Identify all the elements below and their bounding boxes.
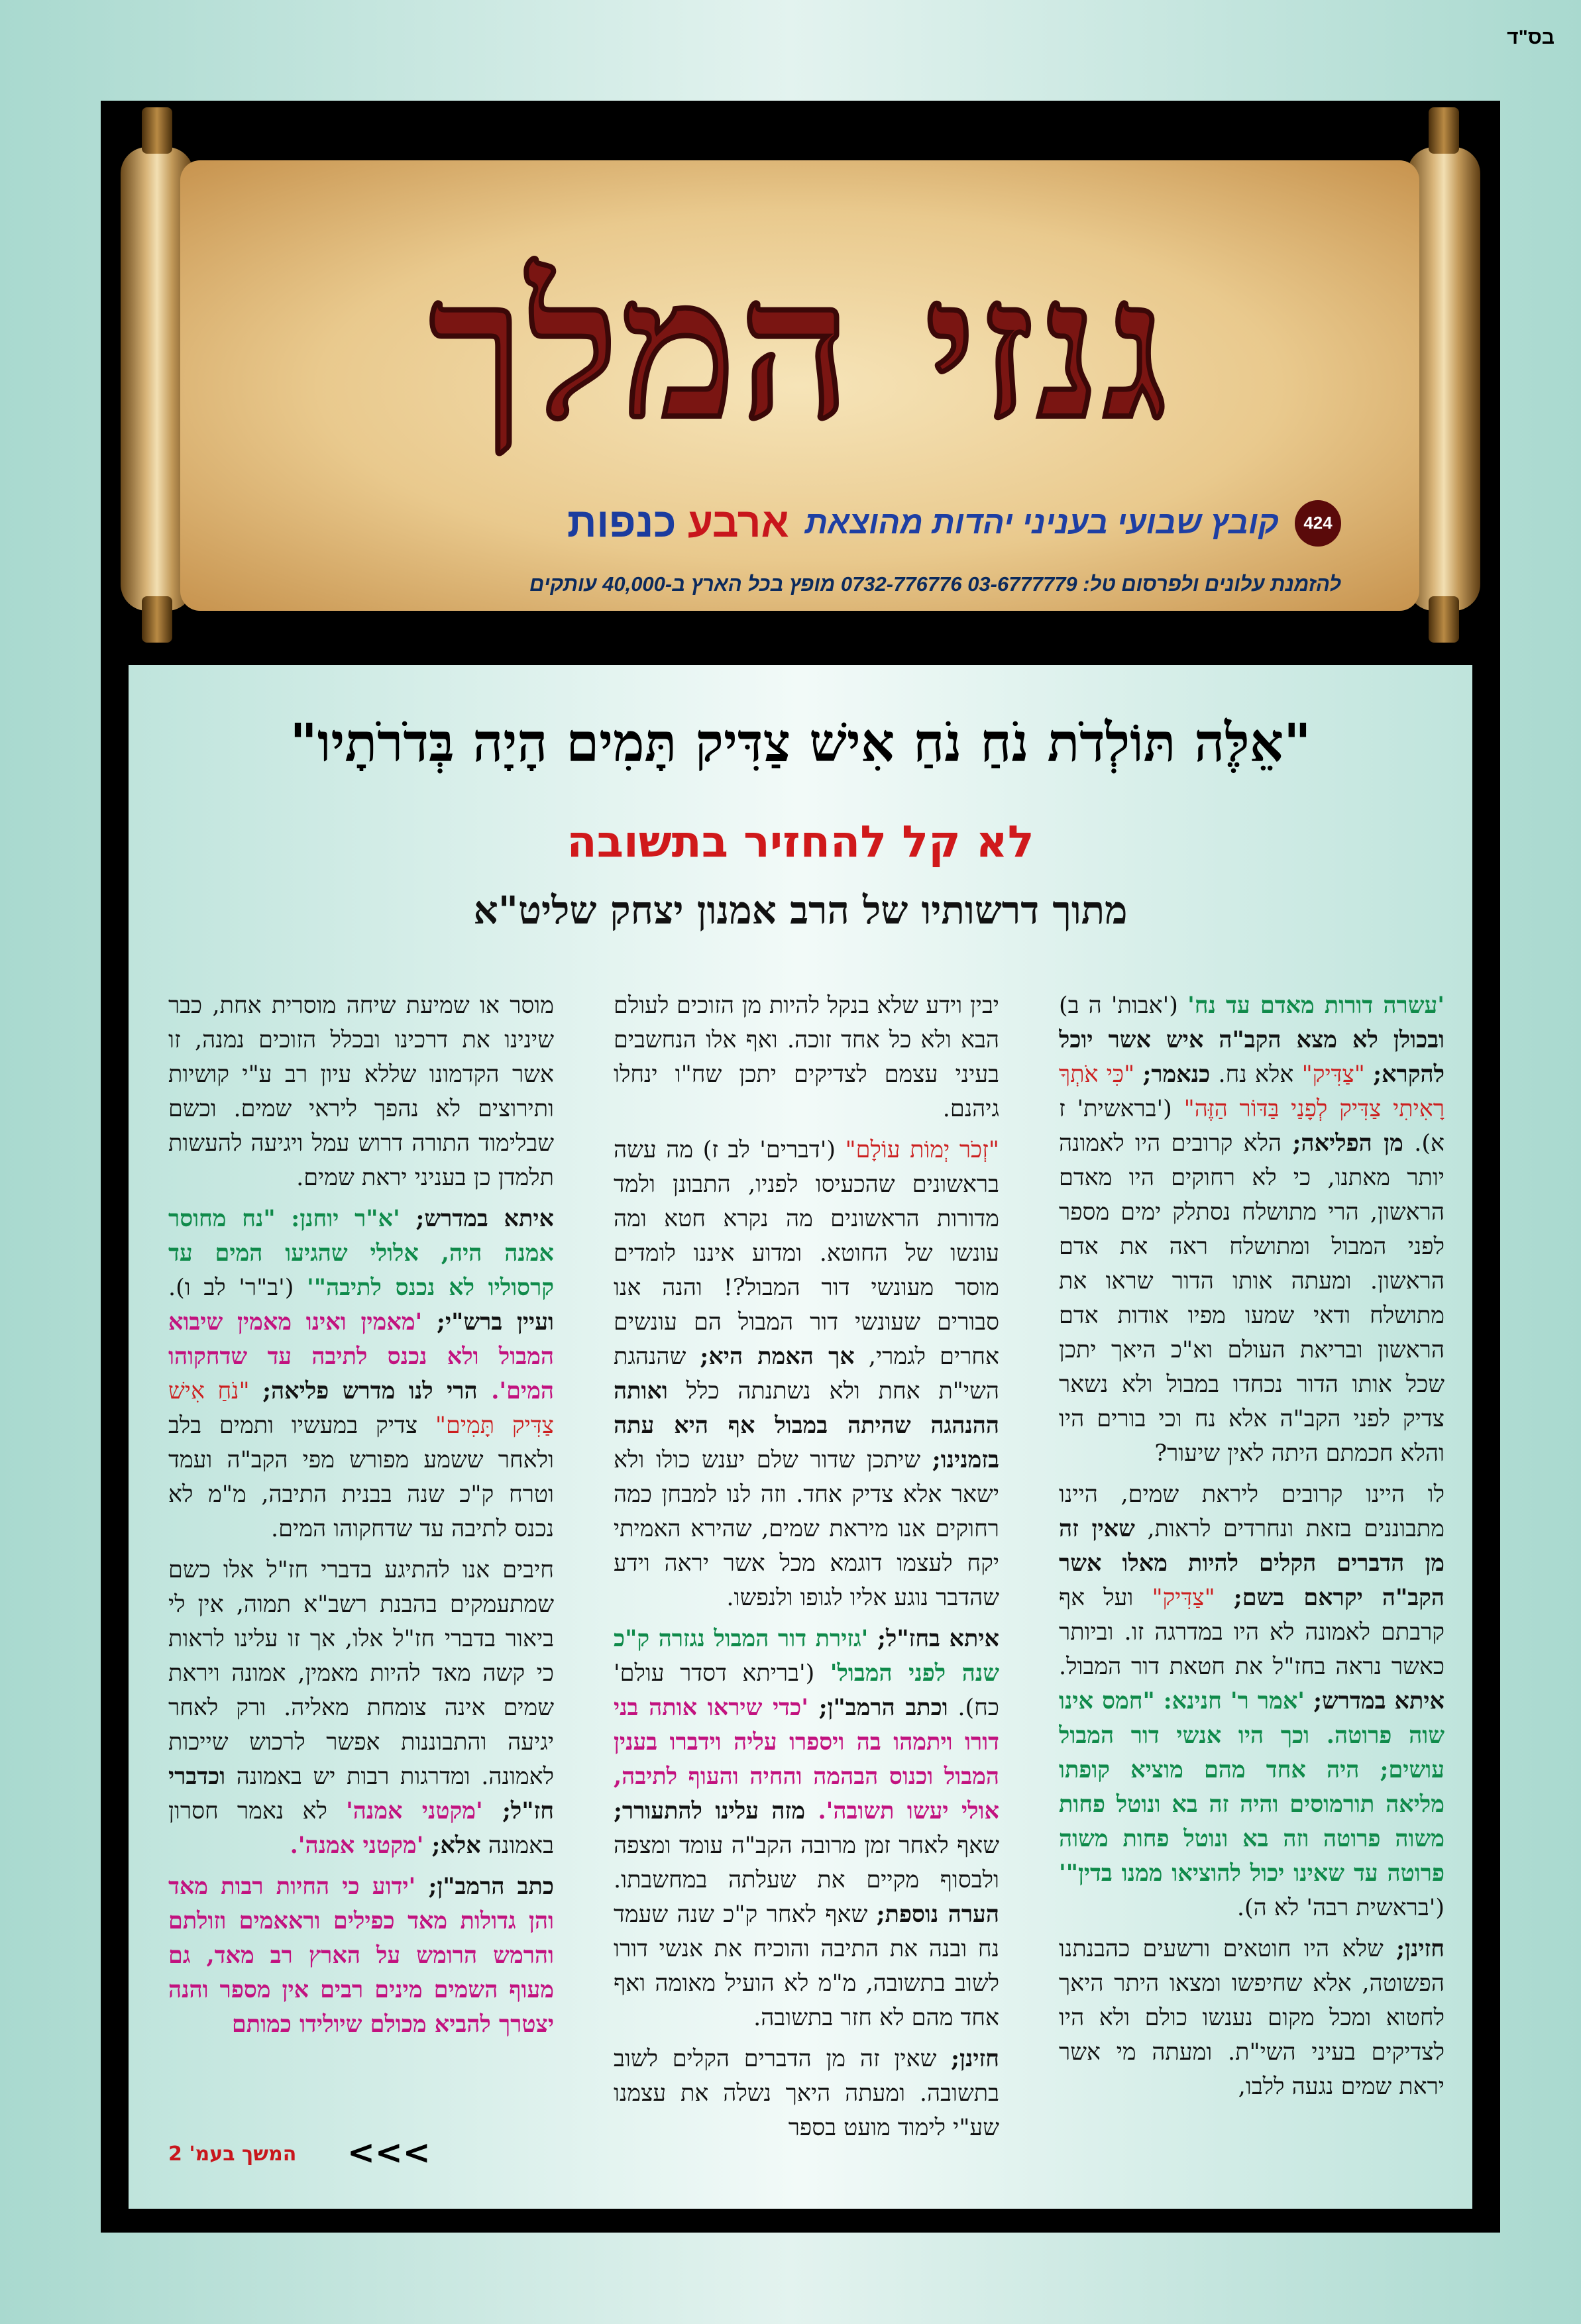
text: ('בראשית' ז א). (1059, 1096, 1445, 1157)
text: ('דברים' לב ז) מה עשה בראשונים שהכעיסו לפניו, התבונן ולמד מדורות הראשונים מה נקרא חטא ומה עונשו של החוטא. ומדוע איננו לומדים מוסר מעונשי דור המבול?! והנה אנו סבורים שעונשי דור המבול הם עונשים אחרים לגמרי, (614, 1137, 999, 1370)
article-headline: לא קל להחזיר בתשובה (567, 816, 1034, 867)
text: אלא נח. (1210, 1061, 1302, 1088)
bold-lead: וכדברי חז"ל; (168, 1763, 554, 1824)
text: הלא קרובים היו לאמונה יותר מאתנו, כי לא רחוקים היו מאדם הראשון, הרי מתושלח נסתלק ימים מספר לפני המבול ומתושלח ראה את אדם הראשון. ומעתה אותו הדור שראו את מתושלח ודאי שמעו מפיו אודות אדם הראשון ובריאת העולם וא"כ היאך יתכן שכל אותו הדור נכחדו במבול ולא נשאר צדיק לפני הקב"ה אלא נח וכי בורים היו והלא חכמתם היתה לאין שיעור? (1059, 1130, 1445, 1467)
quote-red: "זְכֹר יְמוֹת עוֹלָם" (845, 1137, 999, 1163)
quote: 'אמר ר' חנינא: "חמס אינו שוה פרוטה. וכך היו אנשי דור המבול עושים; היה אחד מהם מוציא קופתו מליאה תורמוסים והיה זה בא ונוטל פחות משוה פרוטה וזה בא ונוטל פחות משוה פרוטה עד שאינו יכול להוציאו ממנו בדין"' (1059, 1687, 1445, 1887)
quote-magenta: 'כדי שיראו אותה בני דורו ויתמהו בה ויספרו עליה וידברו בענין המבול וכנוס הבהמה והחיה והעוף לתיבה, אולי יעשו תשובה'. (614, 1694, 999, 1824)
quote-red: "צַדִּיק" (1152, 1585, 1234, 1611)
page-frame (101, 101, 1500, 2233)
quote: 'גזירת דור המבול נגזרה ק"כ שנה לפני המבול' (614, 1625, 999, 1687)
quote: 'א"ר יוחנן: "נח מחוסר אמנה היה, אלולי שהגיעו המים עד קרסוליו לא נכנס לתיבה"' (168, 1205, 554, 1301)
text: חיבים אנו להתיגע בדברי חז"ל אלו כשם שמתעמקים בהבנת רשב"א תמוה, אין לי ביאור בדברי חז"ל אלו, אך זו עלינו לראות כי קשה מאד להיות מאמין, אמונה ויראת שמים אינה צומחת מאליה. ורק לאחר יגיעה והתבוננות אפשר לרכוש שייכות לאמונה. ומדרגות רבות יש באמונה (168, 1557, 554, 1790)
col3-paragraph-1: מוסר או שמיעת שיחה מוסרית אחת, כבר שינינו את דרכינו ובכלל הזוכים נמנה, זו אשר הקדמונו שללא עיון רב ע"י קושיות ותירוצים לא נהפך ליראי שמים. וכשם שבלימוד התורה דרוש עמל ויגיעה להעשות תלמדן כן בעניני יראת שמים. (168, 992, 554, 1191)
col1-paragraph-3 (1059, 1932, 1445, 2104)
bold-lead: וכתב הרמב"ן; (818, 1694, 948, 1721)
quote-red: "כִּי אֹתְךָ רָאִיתִי צַדִּיק לְפָנַי בַּדּוֹר הַזֶּה" (1059, 1061, 1445, 1122)
bold-lead: איתא במדרש; (1313, 1687, 1445, 1715)
bold-lead: מזה עלינו להתעורר; (614, 1797, 818, 1824)
quote-magenta: 'מקטני אמנה' (346, 1797, 502, 1824)
text: ('ב"ר' לב ו). (168, 1275, 307, 1301)
bold-lead: הרי לנו מדרש פליאה; (262, 1377, 492, 1404)
bold-lead: ועיין ברש"י; (437, 1308, 554, 1336)
col2-paragraph-2 (614, 1133, 999, 1615)
text: לא נאמר חסרון באמונה (168, 1798, 554, 1859)
article-byline: מתוך דרשותיו של הרב אמנון יצחק שליט"א (473, 888, 1128, 933)
quote-magenta: 'מקטני אמנה'. (290, 1832, 432, 1859)
col3-paragraph-2 (168, 1202, 554, 1546)
continue-arrows-icon[interactable]: <<< (347, 2133, 431, 2172)
masthead-subtitle: קובץ שבועי בעניני יהדות מהוצאת (804, 505, 1279, 541)
bold-lead: חזינן; (1396, 1935, 1445, 1962)
article-column-2 (614, 988, 999, 2168)
scroll-knob-left-bottom (142, 596, 172, 643)
col3-paragraph-3 (168, 1553, 554, 1863)
col1-paragraph-2 (1059, 1477, 1445, 1925)
text: שאין זה מן הדברים הקלים לשוב בתשובה. ומעתה היאך נשלה את עצמנו שע"י לימוד מועט בספר (614, 2046, 999, 2141)
verse-heading: "אֵלֶּה תּוֹלְדֹת נֹחַ נֹחַ אִישׁ צַדִּיק תָּמִים הָיָה בְּדֹרֹתָיו" (290, 712, 1311, 774)
text: שאף לאחר ק"כ שנה שעמד נח ובנה את התיבה והוכיח את אנשי דורו לשוב בתשובה, מ"מ לא הועיל מאומה ואף אחד מהם לא חזר בתשובה. (614, 1901, 999, 2031)
bold-lead: אך האמת היא; (700, 1343, 855, 1370)
issue-number-badge: 424 (1295, 500, 1341, 547)
masthead-title: גנזי המלך (429, 237, 1172, 462)
publisher-logo-word-2: כנפות (567, 500, 677, 546)
bold-lead: אלא; (431, 1832, 481, 1859)
article-column-1 (1059, 988, 1445, 2168)
scroll-knob-left-top (142, 107, 172, 154)
text: ('בראשית רבה' לא ה). (1236, 1895, 1445, 1921)
col2-paragraph-3 (614, 1622, 999, 2035)
publisher-logo (567, 500, 789, 547)
quote-magenta: 'ידוע כי החיות רבות מאד והן גדולות מאד כפילים וראאמים וזולתם והרמש הרומש על הארץ רב מאד, גם מעוף השמים מינים רבים אין מספר והנה יצטרך להביא מכולם שיולידו כמותם (168, 1873, 554, 2038)
text: ועל אף קרבתם לאמונה לא היו במדרגה זו. וביותר כאשר נראה בחז"ל את חטאת דור המבול. (1059, 1585, 1445, 1680)
quote-red: "נֹחַ אִישׁ צַדִּיק תָּמִים" (168, 1378, 554, 1439)
scroll-knob-right-top (1429, 107, 1459, 154)
page-corner-text: בס"ד (1507, 26, 1554, 48)
scroll-knob-right-bottom (1429, 596, 1459, 643)
publisher-logo-word-1: ארבע (687, 500, 789, 546)
text: ('בריתא דסדר עולם' כח). (614, 1660, 999, 1721)
masthead-subtitle-row (567, 500, 1341, 547)
col2-paragraph-1: יבין וידע שלא בנקל להיות מן הזוכים לעולם הבא ולא כל אחד זוכה. ואף אלו הנחשבים בעיני עצמם לצדיקים יתכן שח"ו ינחלו גיהנם. (614, 992, 999, 1122)
contact-line: להזמנת עלונים ולפרסום טל: 03-6777779 0732-776776 מופץ בכל הארץ ב-40,000 עותקים (529, 572, 1341, 596)
text: שיתכן שדור שלם יענש כולו ולא ישאר אלא צדיק אחד. וזה לנו למבחן כמה רחוקים אנו מיראת שמים, שהירא האמיתי יקח לעצמו דוגמא מכל אשר יראה וידע שהדבר נוגע אליו לגופו ולנפשו. (614, 1447, 999, 1611)
bold-lead: כתב הרמב"ן; (428, 1873, 554, 1900)
bold-lead: שאין זה מן הדברים הקלים להיות מאלו אשר הקב"ה יקראם בשם; (1059, 1515, 1445, 1611)
bold-lead: ובכולן לא מצא הקב"ה איש אשר יוכל להקרא; (1059, 1026, 1445, 1088)
bold-lead: מן הפליאה; (1292, 1130, 1403, 1157)
article-panel (129, 665, 1472, 2209)
bold-lead: ואותה ההנהגה שהיתה במבול אף היא עתה בזמנינו; (614, 1377, 999, 1473)
col2-paragraph-4 (614, 2042, 999, 2145)
quote: 'עשרה דורות מאדם עד נח' (1187, 992, 1445, 1019)
text: שהנהגת השי"ת אחת ולא נשתנתה כלל (614, 1344, 999, 1404)
text: לו היינו קרובים ליראת שמים, היינו מתבוננים בזאת ונחרדים לראות, (1059, 1481, 1445, 1542)
text: שלא היו חוטאים ורשעים כהבנתנו הפשוטה, אלא שחיפשו ומצאו היתר היאך לחטוא ומכל מקום נענשו כולם ולא היו לצדיקים בעיני השי"ת. ומעתה מי אשר יראת שמים נגעה ללבו, (1059, 1936, 1445, 2100)
quote-red: "צַדִּיק" (1301, 1061, 1374, 1088)
text: שאף לאחר זמן מרובה הקב"ה עומד ומצפה ולבסוף מקיים את שעלתה במחשבתו. (614, 1832, 999, 1893)
bold-lead: כנאמר; (1142, 1061, 1211, 1088)
col1-paragraph-1 (1059, 988, 1445, 1471)
col3-paragraph-4 (168, 1870, 554, 2042)
bold-lead: הערה נוספת; (876, 1901, 999, 1928)
bold-lead: חזינן; (951, 2045, 999, 2072)
masthead (101, 101, 1500, 648)
quote-magenta: 'מאמין ואינו מאמין שיבוא המבול ולא נכנס לתיבה עד שדחקוהו המים'. (168, 1308, 554, 1404)
article-column-3 (168, 988, 554, 2168)
text: ('אבות' ה ב) (1059, 992, 1188, 1019)
bold-lead: איתא במדרש; (415, 1205, 554, 1232)
bold-lead: איתא בחז"ל; (877, 1625, 999, 1652)
text: צדיק במעשיו ותמים בלב ולאחר ששמע מפורש מפי הקב"ה ועמד וטרח ק"כ שנה בבנית התיבה, מ"מ לא נכנס לתיבה עד שדחקוהו המים. (168, 1412, 554, 1542)
continued-on-page-link[interactable]: המשך בעמ' 2 (168, 2142, 297, 2166)
